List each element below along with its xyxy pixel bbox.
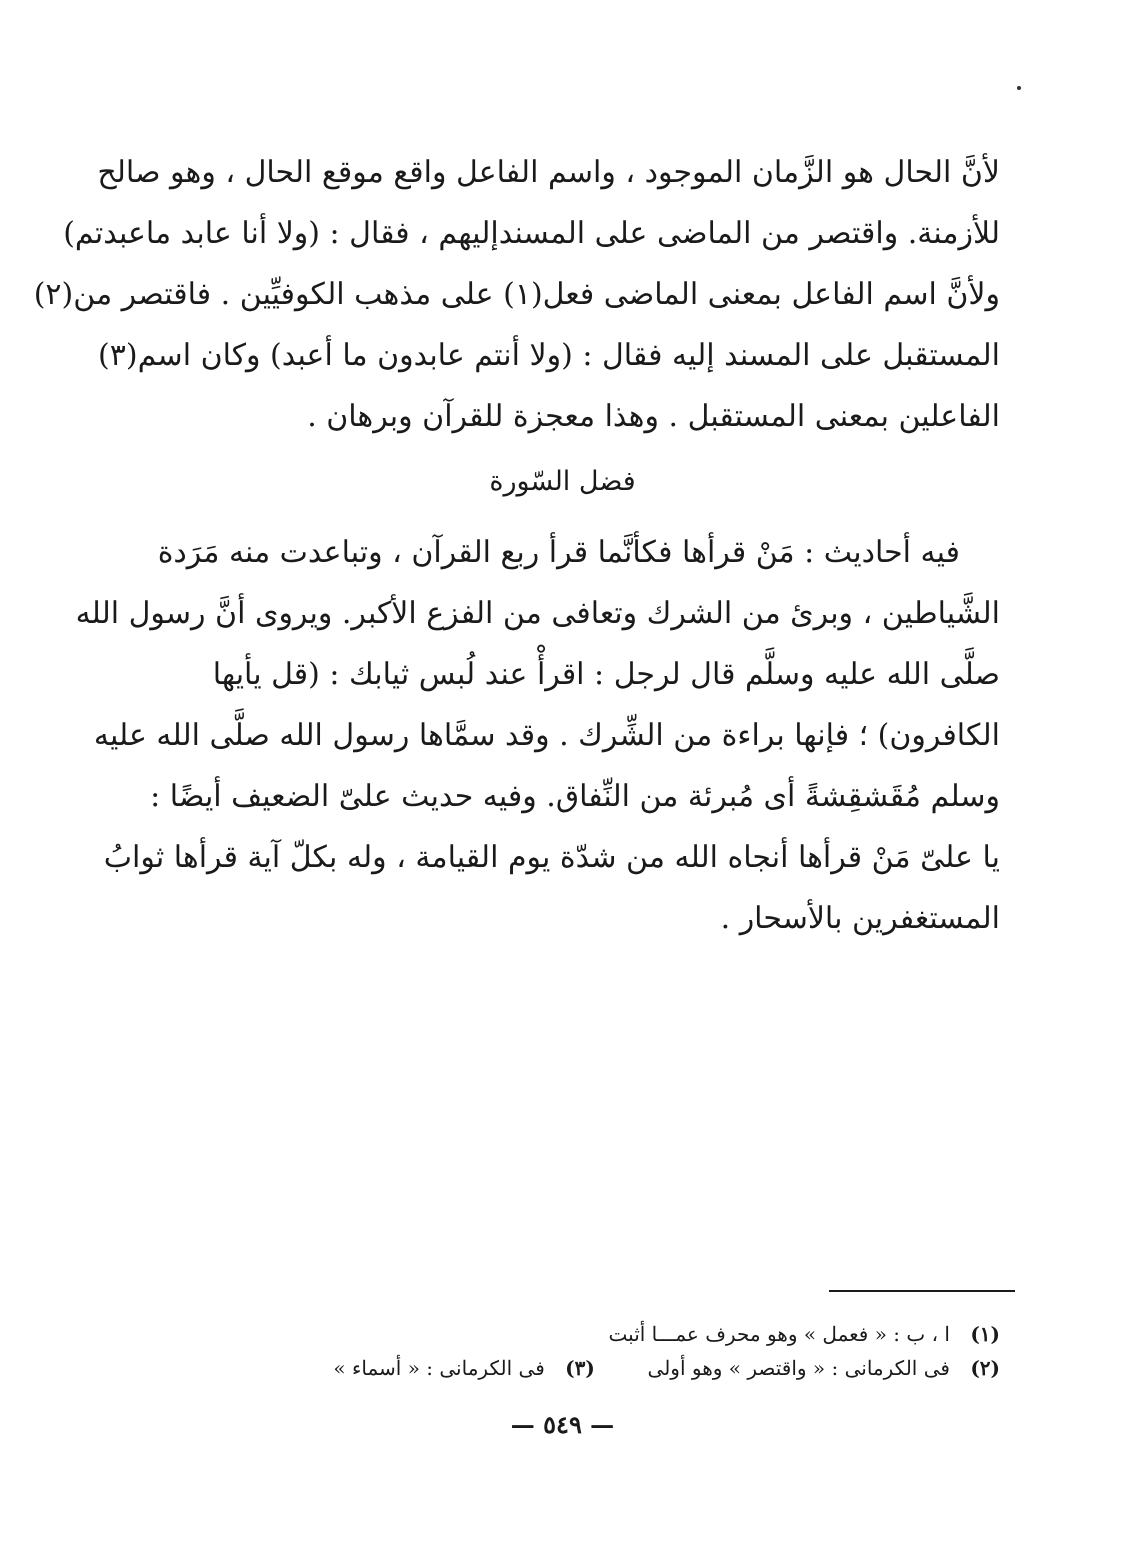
text-line: الشَّياطين ، وبرئ من الشرك وتعافى من الفزع الأكبر. ويروى أنَّ رسول الله (75, 596, 1000, 631)
text-line: صلَّى الله عليه وسلَّم قال لرجل : اقرأْ عند لُبس ثيابك : (قل يأيها (212, 657, 1000, 692)
footnote-text: فى الكرمانى : « واقتصر » وهو أولى (647, 1356, 950, 1380)
footnote-divider (829, 1290, 1015, 1292)
scan-speck (1017, 86, 1021, 90)
text-line: لأنَّ الحال هو الزَّمان الموجود ، واسم الفاعل واقع موقع الحال ، وهو صالح (97, 155, 1000, 190)
text-line: للأزمنة. واقتصر من الماضى على المسندإليهم ، فقال : (ولا أنا عابد ماعبدتم) (63, 216, 1000, 251)
text-line: وسلم مُقَشقِشةً أى مُبرئة من النِّفاق. وفيه حديث علىّ الضعيف أيضًا : (150, 779, 1000, 814)
text-line: المستقبل على المسند إليه فقال : (ولا أنتم عابدون ما أعبد) وكان اسم(٣) (98, 338, 1000, 373)
footnote-2 (120, 1351, 1000, 1385)
footnote-text: فى الكرمانى : « أسماء » (333, 1356, 545, 1380)
body-paragraph-2 (75, 522, 1000, 949)
text-line: الفاعلين بمعنى المستقبل . وهذا معجزة للقرآن وبرهان . (307, 399, 1000, 434)
text-line: فيه أحاديث : مَنْ قرأها فكأنَّما قرأ ربع القرآن ، وتباعدت منه مَرَدة (157, 535, 960, 570)
footnote-number: (٣) (565, 1356, 595, 1380)
section-heading: فضل السّورة (489, 466, 636, 497)
footnote-1 (120, 1317, 1000, 1351)
text-line: المستغفرين بالأسحار . (720, 901, 1000, 936)
footnote-number: (٢) (970, 1356, 1000, 1380)
footnote-text: ا ، ب : « فعمل » وهو محرف عمـــا أثبت (608, 1322, 950, 1346)
footnote-number: (١) (970, 1322, 1000, 1346)
text-line: يا علىّ مَنْ قرأها أنجاه الله من شدّة يوم القيامة ، وله بكلّ آية قرأها ثوابُ (103, 840, 1000, 875)
footnotes (120, 1317, 1000, 1385)
page-number: — ٥٤٩ — (510, 1410, 615, 1439)
body-paragraph-1 (33, 142, 1000, 447)
text-line: الكافرون) ؛ فإنها براءة من الشِّرك . وقد سمَّاها رسول الله صلَّى الله عليه (93, 718, 1000, 753)
text-line: ولأنَّ اسم الفاعل بمعنى الماضى فعل(١) على مذهب الكوفيِّين . فاقتصر من(٢) (33, 277, 1000, 312)
